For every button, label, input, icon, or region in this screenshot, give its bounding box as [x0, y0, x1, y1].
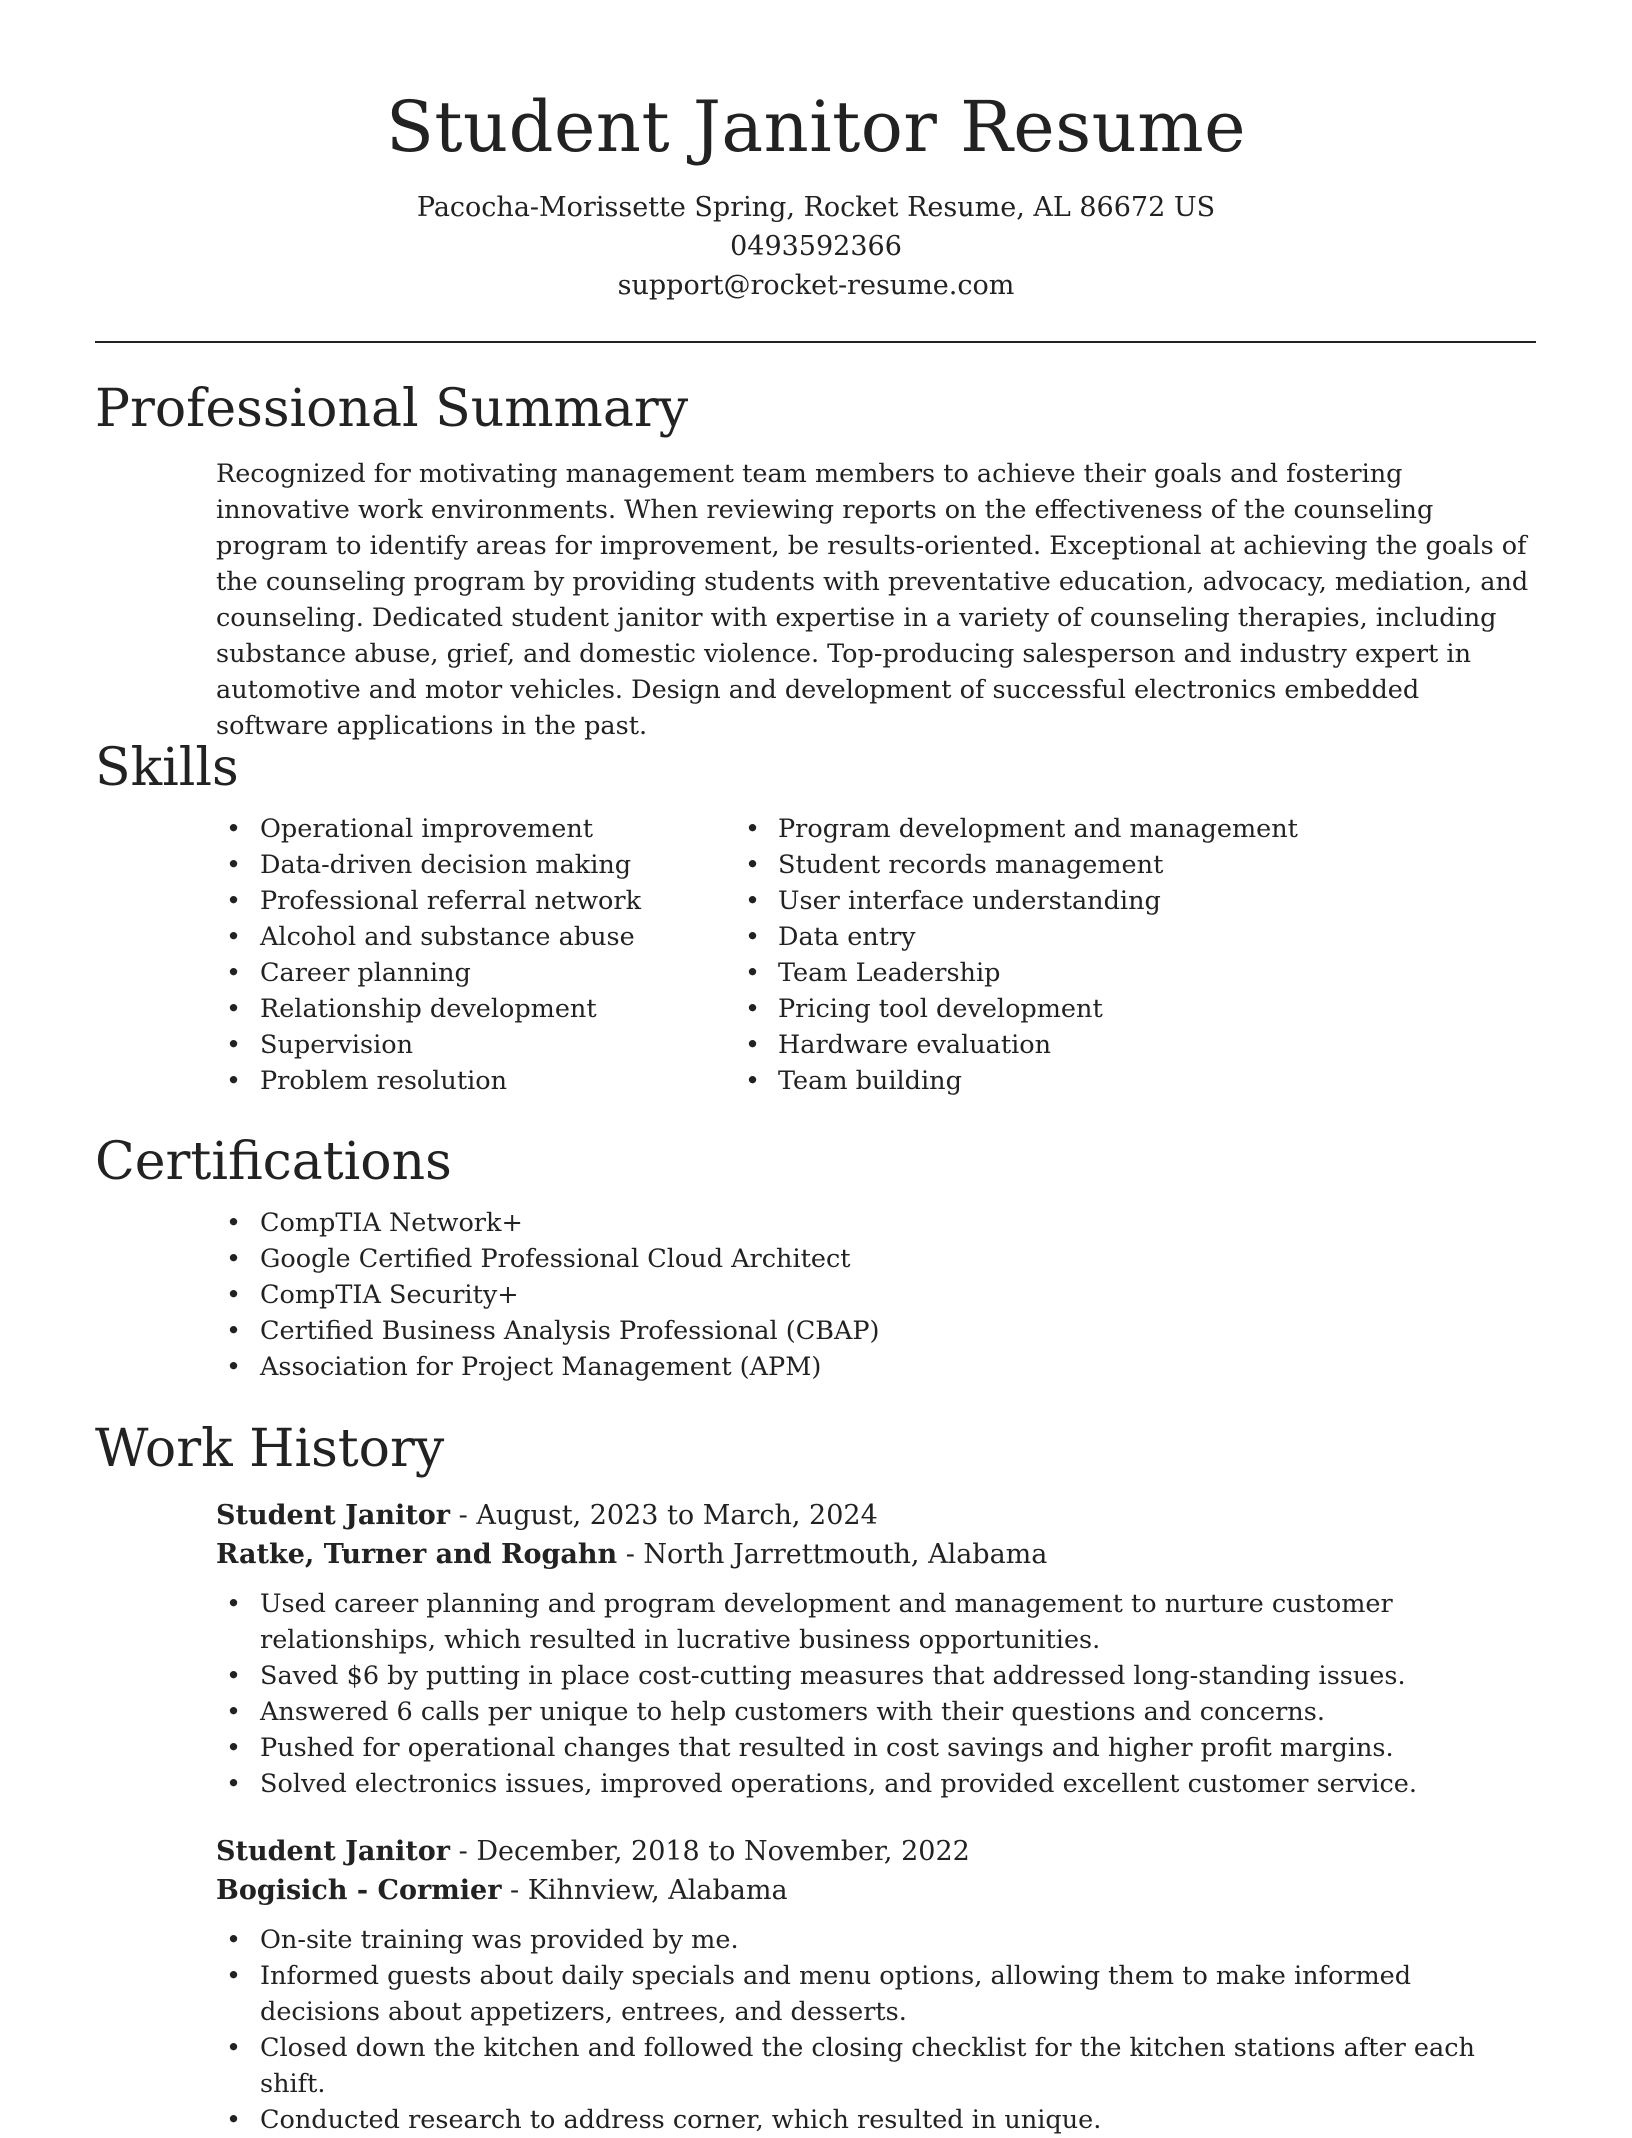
certification-item: • Google Certified Professional Cloud Architect	[95, 1241, 1536, 1277]
job-entry	[95, 1832, 1536, 2138]
job-location: - North Jarrettmouth, Alabama	[617, 1539, 1048, 1570]
skill-item: • Alcohol and substance abuse	[95, 919, 745, 955]
skill-item: • Student records management	[745, 847, 1395, 883]
job-bullet: • Conducted research to address corner, which resulted in unique.	[95, 2102, 1536, 2138]
skill-item: • Problem resolution	[95, 1063, 745, 1099]
skill-item: • Data-driven decision making	[95, 847, 745, 883]
skill-item: • Team building	[745, 1063, 1395, 1099]
skill-item: • Data entry	[745, 919, 1395, 955]
job-dates: - December, 2018 to November, 2022	[450, 1836, 970, 1867]
certifications-heading: Certifications	[95, 1132, 452, 1192]
job-company-line	[216, 1535, 1536, 1574]
skill-item: • Program development and management	[745, 811, 1395, 847]
skills-columns	[95, 811, 1536, 1099]
contact-email: support@rocket-resume.com	[617, 270, 1015, 301]
skill-item: • Pricing tool development	[745, 991, 1395, 1027]
work-history-heading: Work History	[95, 1419, 445, 1479]
job-bullet: • On-site training was provided by me.	[95, 1922, 1536, 1958]
job-bullet: • Solved electronics issues, improved operations, and provided excellent customer service.	[95, 1766, 1536, 1802]
skill-item: • Operational improvement	[95, 811, 745, 847]
job-title-line	[216, 1832, 1536, 1871]
job-dates: - August, 2023 to March, 2024	[450, 1500, 878, 1531]
certification-item: • CompTIA Security+	[95, 1277, 1536, 1313]
skill-item: • Team Leadership	[745, 955, 1395, 991]
skills-heading: Skills	[95, 738, 239, 798]
job-company: Bogisich - Cormier	[216, 1875, 502, 1906]
job-bullets	[95, 1922, 1536, 2138]
skills-section	[95, 737, 1536, 1099]
certification-item: • Association for Project Management (APM)	[95, 1349, 1536, 1385]
certifications-list	[95, 1205, 1536, 1385]
job-location: - Kihnview, Alabama	[501, 1875, 788, 1906]
job-entry	[95, 1496, 1536, 1802]
skill-item: • Hardware evaluation	[745, 1027, 1395, 1063]
job-title-line	[216, 1496, 1536, 1535]
skill-item: • Supervision	[95, 1027, 745, 1063]
contact-block	[0, 188, 1632, 305]
resume-title: Student Janitor Resume	[385, 86, 1247, 168]
summary-section	[95, 378, 1536, 744]
job-bullet: • Pushed for operational changes that resulted in cost savings and higher profit margins.	[95, 1730, 1536, 1766]
job-bullet: • Closed down the kitchen and followed the closing checklist for the kitchen stations after each shift.	[95, 2030, 1536, 2102]
skill-item: • Relationship development	[95, 991, 745, 1027]
resume-header	[0, 0, 1632, 305]
certification-item: • Certified Business Analysis Professional (CBAP)	[95, 1313, 1536, 1349]
skill-item: • Professional referral network	[95, 883, 745, 919]
summary-text: Recognized for motivating management team members to achieve their goals and fostering innovative work environments. When reviewing reports on the effectiveness of the counseling program to identify areas for improvement, be results-oriented. Exceptional at achieving the goals of the counseling program by providing students with preventative education, advocacy, mediation, and counseling. Dedicated student janitor with expertise in a variety of counseling therapies, including substance abuse, grief, and domestic violence. Top-producing salesperson and industry expert in automotive and motor vehicles. Design and development of successful electronics embedded software applications in the past.	[216, 459, 1529, 741]
job-title: Student Janitor	[216, 1836, 451, 1867]
job-bullet: • Saved $6 by putting in place cost-cutting measures that addressed long-standing issues.	[95, 1658, 1536, 1694]
job-bullet: • Informed guests about daily specials and menu options, allowing them to make informed decisions about appetizers, entrees, and desserts.	[95, 1958, 1536, 2030]
contact-address: Pacocha-Morissette Spring, Rocket Resume, AL 86672 US	[416, 192, 1216, 223]
summary-heading: Professional Summary	[95, 379, 689, 439]
job-bullet: • Used career planning and program development and management to nurture customer relationships, which resulted in lucrative business opportunities.	[95, 1586, 1536, 1658]
job-company-line	[216, 1871, 1536, 1910]
work-history-section	[95, 1418, 1536, 2138]
job-title: Student Janitor	[216, 1500, 451, 1531]
skill-item: • User interface understanding	[745, 883, 1395, 919]
job-company: Ratke, Turner and Rogahn	[216, 1539, 618, 1570]
job-bullets	[95, 1586, 1536, 1802]
skills-list-left	[95, 811, 745, 1099]
certifications-section	[95, 1131, 1536, 1385]
contact-phone: 0493592366	[730, 231, 902, 262]
header-divider	[95, 341, 1536, 343]
job-bullet: • Answered 6 calls per unique to help customers with their questions and concerns.	[95, 1694, 1536, 1730]
certification-item: • CompTIA Network+	[95, 1205, 1536, 1241]
skill-item: • Career planning	[95, 955, 745, 991]
skills-list-right	[745, 811, 1395, 1099]
